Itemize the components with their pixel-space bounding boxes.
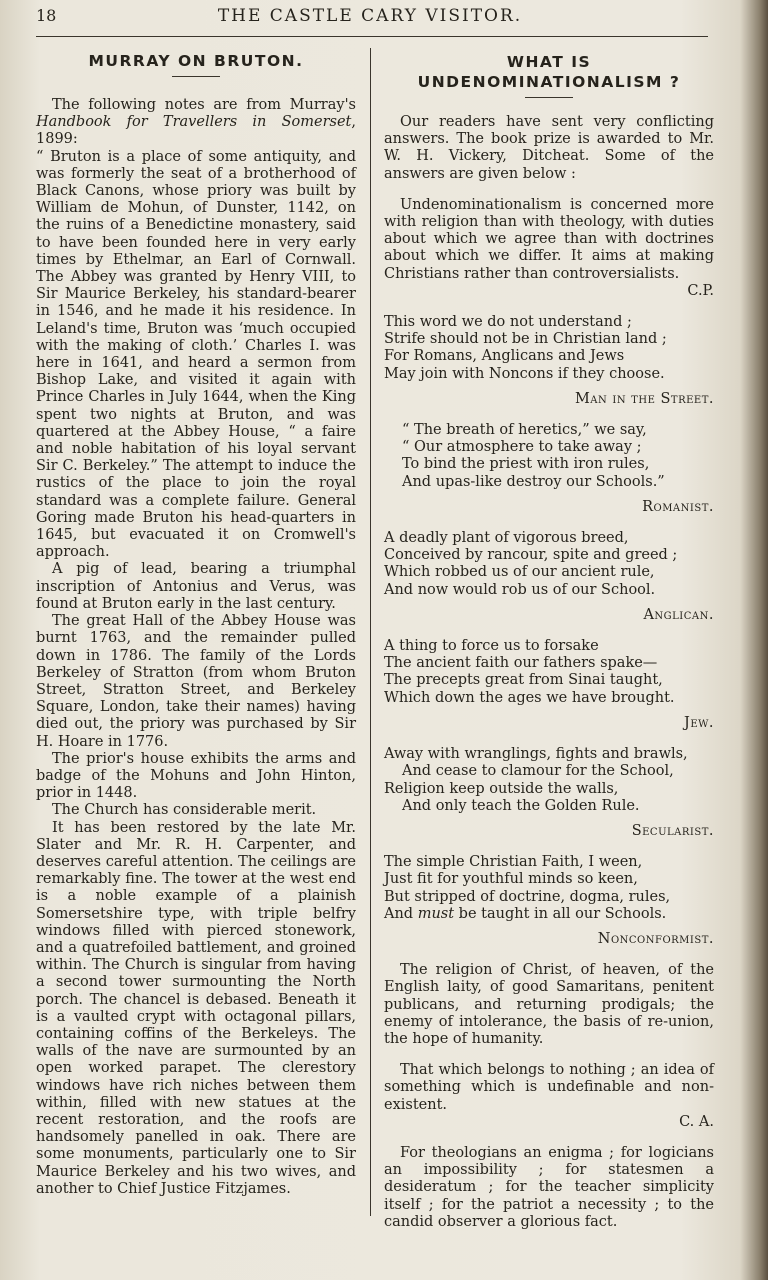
- verse-line: And only teach the Golden Rule.: [402, 797, 640, 814]
- answer-text: Undenominationalism is concerned more with religion than with theology, with duties about which we agree than with doctrines about which we differ. It aims at making Christians rather than controversialists.: [384, 196, 714, 282]
- verse-anglican: [384, 530, 714, 624]
- verse-line: The ancient faith our fathers spake—: [384, 655, 658, 672]
- answer-signature: C.P.: [687, 282, 714, 299]
- article-paragraph: It has been restored by the late Mr. Slater and Mr. R. H. Carpenter, and deserves careful attention. The ceilings are remarkably fine. The tower at the west end is a noble example of a plainish Somersetshire type, with triple belfry windows filled with pierced stonework, and a quatrefoiled battlement, and groined within. The Church is singular from having a second tower surmounting the North porch. The chancel is debased. Beneath it is a vaulted crypt with octagonal pillars, containing coffins of the Berkeleys. The walls of the nave are surmounted by an open worked parapet. The clerestory windows have rich niches between them within, filled with new statues at the recent restoration, and the roofs are handsomely panelled in oak. There are some monuments, particularly one to Sir Maurice Berkeley and his two wives, and another to Chief Justice Fitzjames.: [36, 819, 356, 1197]
- verse-line: Just fit for youthful minds so keen,: [384, 871, 638, 888]
- verse-man-in-the-street: [384, 314, 714, 408]
- answer-religion: [384, 962, 714, 1048]
- column-divider: [370, 48, 371, 1216]
- verse-line: This word we do not understand ;: [384, 314, 632, 331]
- page-number: 18: [36, 6, 57, 25]
- verse-line: Conceived by rancour, spite and greed ;: [384, 547, 678, 564]
- article-paragraph: The prior's house exhibits the arms and badge of the Mohuns and John Hinton, prior in 1448.: [36, 750, 356, 802]
- verse-signature: Romanist.: [642, 498, 714, 515]
- verse-secularist: [384, 746, 714, 840]
- verse-line: A deadly plant of vigorous breed,: [384, 530, 629, 547]
- title-line-2: UNDENOMINATIONALISM ?: [417, 73, 681, 91]
- title-rule: [525, 97, 573, 98]
- right-column: [384, 48, 714, 1245]
- answer-signature: C. A.: [679, 1113, 714, 1130]
- running-head: [0, 4, 768, 26]
- answer-enigma: [384, 1145, 714, 1231]
- verse-line: And must be taught in all our Schools.: [384, 905, 667, 922]
- verse-line: The simple Christian Faith, I ween,: [384, 854, 643, 871]
- verse-line: The precepts great from Sinai taught,: [384, 672, 663, 689]
- verse-line: May join with Noncons if they choose.: [384, 365, 665, 382]
- verse-line: For Romans, Anglicans and Jews: [384, 348, 625, 365]
- verse-nonconformist: [384, 854, 714, 948]
- verse-line: Which down the ages we have brought.: [384, 689, 675, 706]
- intro-paragraph: Our readers have sent very conflicting answers. The book prize is awarded to Mr. W. H. Vickery, Ditcheat. Some of the answers are given below :: [384, 114, 714, 182]
- article-title-murray: MURRAY ON BRUTON.: [88, 52, 304, 70]
- verse-line: Strife should not be in Christian land ;: [384, 331, 667, 348]
- verse-signature: Secularist.: [631, 822, 714, 839]
- verse-line: And now would rob us of our School.: [384, 581, 656, 598]
- intro-block: [384, 114, 714, 183]
- article-paragraph: A pig of lead, bearing a triumphal inscription of Antonius and Verus, was found at Bruton early in the last century.: [36, 561, 356, 612]
- verse-line: And upas-like destroy our Schools.”: [402, 473, 665, 490]
- verse-line: Religion keep outside the walls,: [384, 780, 619, 797]
- verse-line: Which robbed us of our ancient rule,: [384, 564, 655, 581]
- verse-line: “ Our atmosphere to take away ;: [402, 439, 642, 456]
- answer-cp: [384, 197, 714, 300]
- title-rule: [172, 76, 220, 77]
- article-paragraph: “ Bruton is a place of some antiquity, and was formerly the seat of a brotherhood of Black Canons, whose priory was built by William de Mohun, of Dunster, 1142, on the ruins of a Benedictine monastery, said to have been founded here in very early times by Ethelmar, an Earl of Cornwall. The Abbey was granted by Henry VIII, to Sir Maurice Berkeley, his standard-bearer in 1546, and he made it his residence. In Leland's time, Bruton was ‘much occupied with the making of cloth.’ Charles I. was here in 1641, and heard a sermon from Bishop Lake, and visited it again with Prince Charles in July 1644, when the King spent two nights at Bruton, and was quartered at the Abbey House, “ a faire and noble habitation of his loyal servant Sir C. Berkeley.” The attempt to induce the rustics of the place to join the royal standard was a complete failure. General Goring made Bruton his head-quarters in 1645, but evacuated it on Cromwell's approach.: [36, 148, 356, 561]
- answer-ca: [384, 1062, 714, 1131]
- verse-line: “ The breath of heretics,” we say,: [402, 422, 647, 439]
- article-paragraph: The great Hall of the Abbey House was burnt 1763, and the remainder pulled down in 1786. The family of the Lords Berkeley of Stratton (from whom Bruton Street, Stratton Street, and Berkeley Square, London, take their names) having died out, the priory was purchased by Sir H. Hoare in 1776.: [36, 613, 356, 750]
- article-paragraph: The Church has considerable merit.: [52, 802, 317, 819]
- answer-text: That which belongs to nothing ; an idea of something which is undefinable and non-existent.: [384, 1062, 714, 1113]
- verse-line: A thing to force us to forsake: [384, 638, 599, 655]
- left-column: [36, 48, 356, 1198]
- verse-signature: Anglican.: [643, 606, 714, 623]
- header-rule: [36, 36, 708, 37]
- verse-line: To bind the priest with iron rules,: [402, 456, 650, 473]
- title-line-1: WHAT IS: [506, 53, 592, 71]
- verse-jew: [384, 638, 714, 732]
- verse-line: Away with wranglings, fights and brawls,: [384, 746, 688, 763]
- verse-romanist: [384, 422, 714, 516]
- journal-title: THE CASTLE CARY VISITOR.: [217, 6, 523, 26]
- verse-signature: Jew.: [684, 714, 714, 731]
- intro-paragraph: The following notes are from Murray's Handbook for Travellers in Somerset, 1899:: [36, 97, 356, 148]
- answer-text: For theologians an enigma ; for logicians an impossibility ; for statesmen a desideratum ; for the teacher simplicity itself ; for the patriot a necessity ; to the candid observer a glorious fact.: [384, 1144, 714, 1230]
- article-title-undenominationalism: [384, 52, 714, 92]
- verse-line: But stripped of doctrine, dogma, rules,: [384, 888, 671, 905]
- verse-line: And cease to clamour for the School,: [402, 763, 674, 780]
- answer-text: The religion of Christ, of heaven, of the English laity, of good Samaritans, penitent publicans, and returning prodigals; the enemy of intolerance, the basis of re-union, the hope of humanity.: [384, 962, 714, 1047]
- verse-signature: Nonconformist.: [597, 930, 714, 947]
- verse-signature: Man in the Street.: [574, 390, 714, 407]
